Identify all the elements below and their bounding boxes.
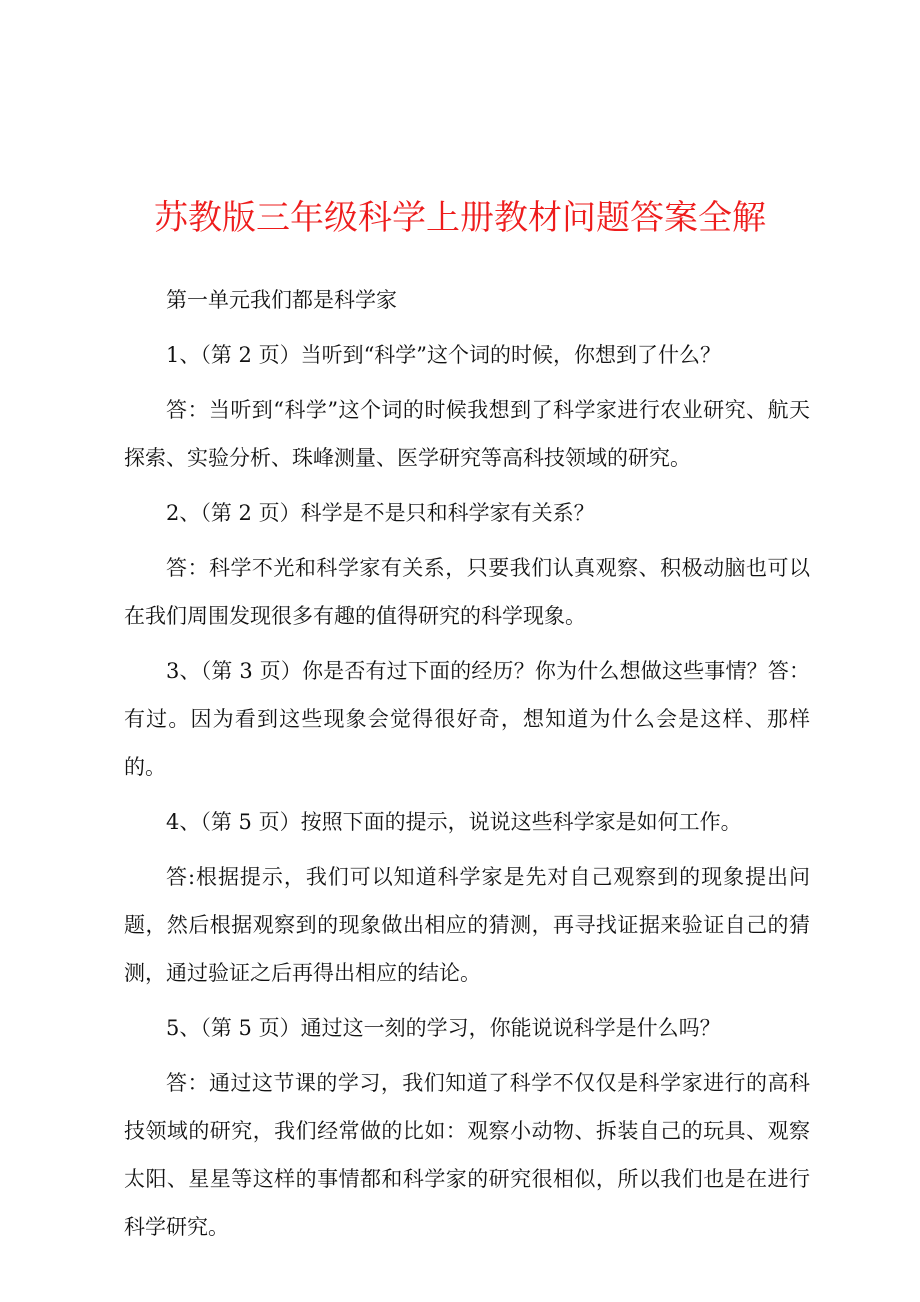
question-4: 4、（第 5 页）按照下面的提示，说说这些科学家是如何工作。 xyxy=(166,810,742,834)
page-title: 苏教版三年级科学上册教材问题答案全解 xyxy=(154,198,766,238)
question-2: 2、（第 2 页）科学是不是只和科学家有关系？ xyxy=(166,501,595,525)
answer-2: 答：科学不光和科学家有关系，只要我们认真观察、积极动脑也可以在我们周围发现很多有趣的值得研究的科学现象。 xyxy=(124,556,810,628)
answer-4: 答:根据提示，我们可以知道科学家是先对自己观察到的现象提出问题，然后根据观察到的现象做出相应的猜测，再寻找证据来验证自己的猜测，通过验证之后再得出相应的结论。 xyxy=(124,865,810,985)
answer-1: 答：当听到“科学”这个词的时候我想到了科学家进行农业研究、航天探索、实验分析、珠峰测量、医学研究等高科技领域的研究。 xyxy=(124,398,810,470)
question-answer-3: 3、（第 3 页）你是否有过下面的经历？你为什么想做这些事情？答：有过。因为看到这些现象会觉得很好奇，想知道为什么会是这样、那样的。 xyxy=(124,659,810,779)
question-5: 5、（第 5 页）通过这一刻的学习，你能说说科学是什么吗？ xyxy=(166,1016,721,1040)
document-body xyxy=(124,276,810,1258)
answer-5: 答：通过这节课的学习，我们知道了科学不仅仅是科学家进行的高科技领域的研究，我们经常做的比如：观察小动物、拆装自己的玩具、观察太阳、星星等这样的事情都和科学家的研究很相似，所以我们也是在进行科学研究。 xyxy=(124,1071,810,1239)
section-heading: 第一单元我们都是科学家 xyxy=(166,288,397,312)
question-1: 1、（第 2 页）当听到“科学”这个词的时候，你想到了什么？ xyxy=(166,343,722,367)
